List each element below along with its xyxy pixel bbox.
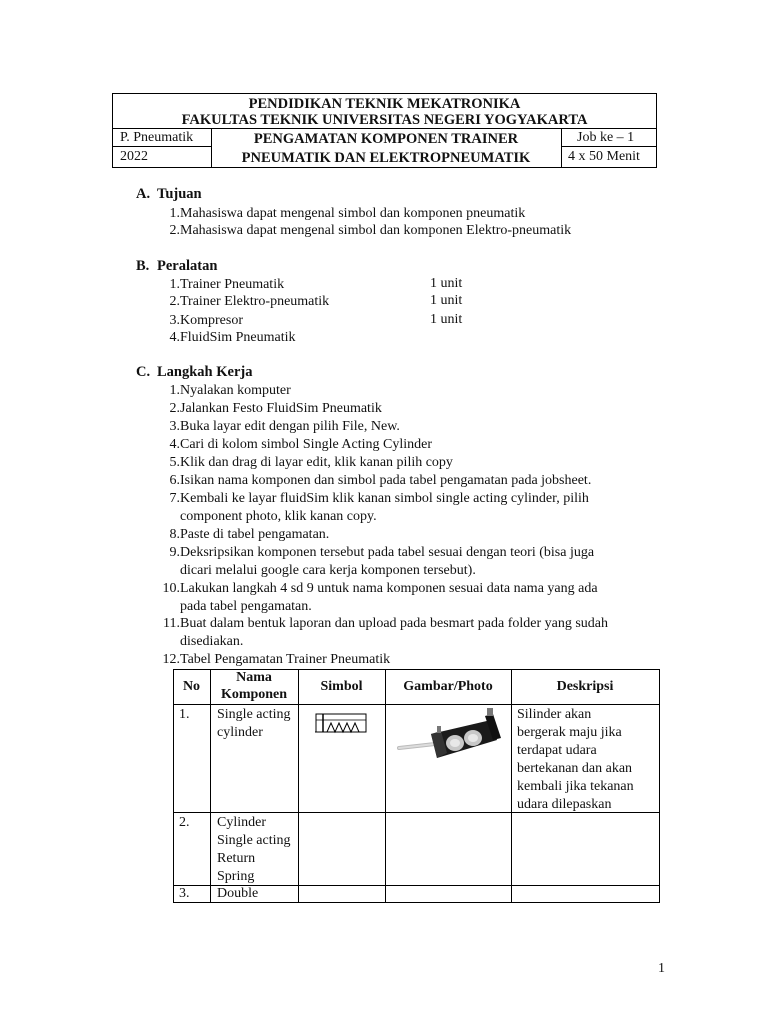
table-cell-name: Double bbox=[217, 886, 259, 901]
header-title bbox=[211, 130, 561, 168]
header-table bbox=[112, 93, 657, 168]
column-header-name: Nama Komponen bbox=[220, 670, 288, 702]
section-c-heading: C. Langkah Kerja bbox=[136, 364, 253, 380]
quantity: 1 unit bbox=[430, 312, 463, 327]
table-cell-name: Single acting cylinder bbox=[217, 707, 291, 740]
table-cell-no: 1. bbox=[179, 707, 190, 722]
column-header-description: Deskripsi bbox=[556, 679, 614, 694]
table-cell-no: 3. bbox=[179, 886, 190, 901]
column-header-photo: Gambar/Photo bbox=[403, 679, 493, 694]
table-cell-description: Silinder akan bergerak maju jika terdapat udara bertekanan dan akan kembali jika tekanan udara dilepaskan bbox=[517, 707, 634, 812]
header-institution bbox=[113, 94, 656, 129]
table-cell-name: Cylinder Single acting Return Spring bbox=[217, 815, 291, 884]
header-year: 2022 bbox=[120, 149, 148, 164]
header-divider-mid-right bbox=[561, 146, 656, 147]
observation-table bbox=[173, 669, 660, 903]
header-line1: PENDIDIKAN TEKNIK MEKATRONIKA bbox=[248, 96, 521, 112]
header-divider-right bbox=[561, 129, 562, 167]
header-line2: FAKULTAS TEKNIK UNIVERSITAS NEGERI YOGYAKARTA bbox=[181, 112, 588, 128]
page-number: 1 bbox=[658, 961, 665, 976]
header-duration: 4 x 50 Menit bbox=[568, 149, 640, 164]
header-divider-mid-left bbox=[113, 146, 211, 147]
header-job: Job ke – 1 bbox=[577, 130, 635, 145]
header-title-line1: PENGAMATAN KOMPONEN TRAINER bbox=[253, 131, 519, 147]
cylinder-photo-image bbox=[393, 706, 505, 782]
quantity: 1 unit bbox=[430, 276, 463, 291]
table-cell-no: 2. bbox=[179, 815, 190, 830]
column-header-symbol: Simbol bbox=[320, 679, 363, 694]
single-acting-cylinder-symbol-icon bbox=[315, 711, 367, 741]
header-course: P. Pneumatik bbox=[120, 130, 194, 145]
header-title-line2: PNEUMATIK DAN ELEKTROPNEUMATIK bbox=[241, 150, 531, 166]
quantity: 1 unit bbox=[430, 293, 463, 308]
column-header-no: No bbox=[182, 679, 201, 694]
section-a-heading: A. Tujuan bbox=[136, 186, 202, 202]
section-b-heading: B. Peralatan bbox=[136, 258, 218, 274]
